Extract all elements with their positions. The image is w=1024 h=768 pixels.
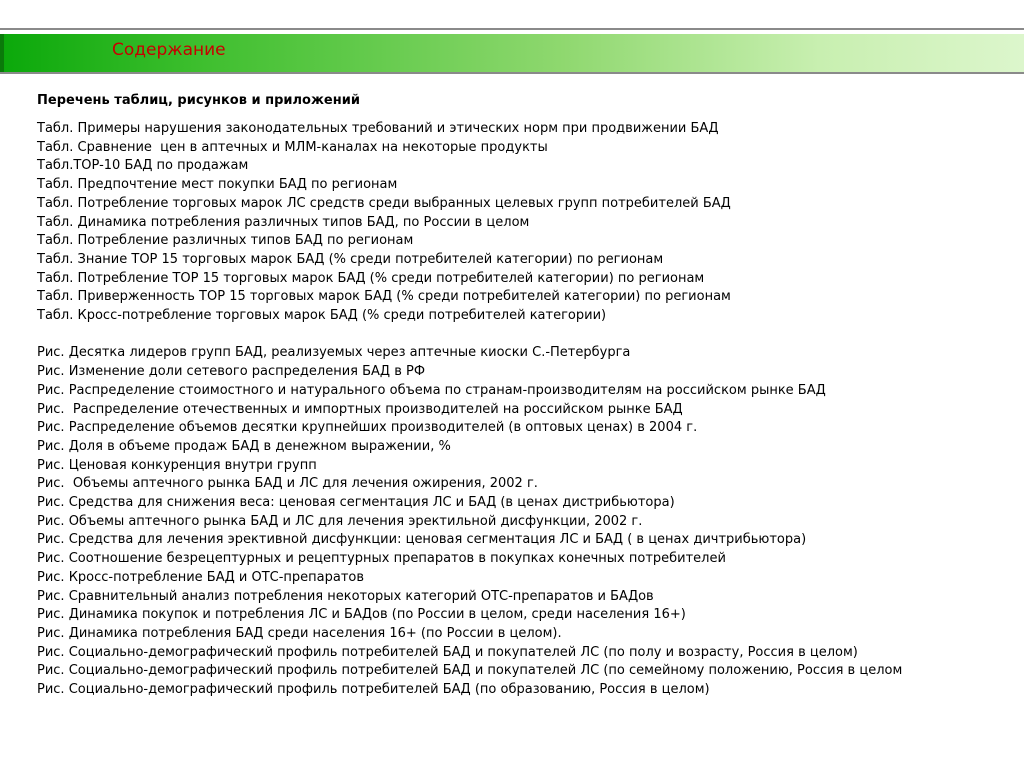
table-entry: Табл. Знание TOP 15 торговых марок БАД (% среди потребителей категории) по регионам [37, 251, 664, 267]
figure-entry: Рис. Средства для снижения веса: ценовая сегментация ЛС и БАД (в ценах дистрибьютора) [37, 495, 675, 511]
content-area [37, 92, 1017, 700]
top-divider [0, 28, 1024, 30]
page-title: Содержание [112, 40, 226, 60]
table-entry: Табл. Примеры нарушения законодательных требований и этических норм при продвижении БАД [37, 121, 719, 136]
figure-entry: Рис. Социально-демографический профиль потребителей БАД (по образованию, Россия в целом) [37, 682, 710, 698]
table-entry: Табл. Потребление различных типов БАД по регионам [37, 233, 414, 249]
figure-entry: Рис. Распределение отечественных и импортных производителей на российском рынке БАД [37, 401, 683, 417]
figures-list [37, 344, 1017, 699]
table-entry: Табл. Потребление TOP 15 торговых марок БАД (% среди потребителей категории) по регионам [37, 270, 705, 286]
table-entry: Табл. Потребление торговых марок ЛС средств среди выбранных целевых групп потребителей БАД [37, 195, 731, 211]
figure-entry: Рис. Соотношение безрецептурных и рецептурных препаратов в покупках конечных потребителей [37, 551, 726, 567]
figure-entry: Рис. Распределение объемов десятки крупнейших производителей (в оптовых ценах) в 2004 г. [37, 420, 698, 436]
figure-entry: Рис. Объемы аптечного рынка БАД и ЛС для лечения ожирения, 2002 г. [37, 476, 538, 492]
figure-entry: Рис. Распределение стоимостного и натурального объема по странам-производителям на российском рынке БАД [37, 382, 826, 398]
table-entry: Табл. Динамика потребления различных типов БАД, по России в целом [37, 214, 530, 230]
figure-entry: Рис. Ценовая конкуренция внутри групп [37, 457, 317, 473]
figure-entry: Рис. Социально-демографический профиль потребителей БАД и покупателей ЛС (по полу и возрасту, Россия в целом) [37, 644, 858, 660]
figure-entry: Рис. Средства для лечения эрективной дисфункции: ценовая сегментация ЛС и БАД ( в ценах дичтрибьютора) [37, 532, 807, 548]
figure-entry: Рис. Динамика потребления БАД среди населения 16+ (по России в целом). [37, 625, 562, 641]
table-entry: Табл. Кросс-потребление торговых марок БАД (% среди потребителей категории) [37, 308, 607, 324]
figure-entry: Рис. Динамика покупок и потребления ЛС и БАДов (по России в целом, среди населения 16+) [37, 607, 686, 623]
figure-entry: Рис. Социально-демографический профиль потребителей БАД и покупателей ЛС (по семейному положению, Россия в целом [37, 663, 903, 679]
figure-entry: Рис. Объемы аптечного рынка БАД и ЛС для лечения эректильной дисфункции, 2002 г. [37, 513, 643, 529]
figure-entry: Рис. Кросс-потребление БАД и ОТС-препаратов [37, 569, 365, 585]
figure-entry: Рис. Сравнительный анализ потребления некоторых категорий ОТС-препаратов и БАДов [37, 588, 654, 604]
table-entry: Табл. Сравнение цен в аптечных и МЛМ-каналах на некоторые продукты [37, 139, 548, 155]
tables-list [37, 120, 1017, 326]
figure-entry: Рис. Доля в объеме продаж БАД в денежном выражении, % [37, 438, 451, 454]
header-band [0, 34, 1024, 74]
figure-entry: Рис. Десятка лидеров групп БАД, реализуемых через аптечные киоски С.-Петербурга [37, 345, 631, 361]
table-entry: Табл.TOP-10 БАД по продажам [37, 158, 249, 174]
table-entry: Табл. Приверженность TOP 15 торговых марок БАД (% среди потребителей категории) по регионам [37, 289, 731, 305]
list-spacer [37, 326, 1017, 345]
section-heading: Перечень таблиц, рисунков и приложений [37, 93, 360, 108]
figure-entry: Рис. Изменение доли сетевого распределения БАД в РФ [37, 364, 426, 380]
table-entry: Табл. Предпочтение мест покупки БАД по регионам [37, 177, 398, 193]
